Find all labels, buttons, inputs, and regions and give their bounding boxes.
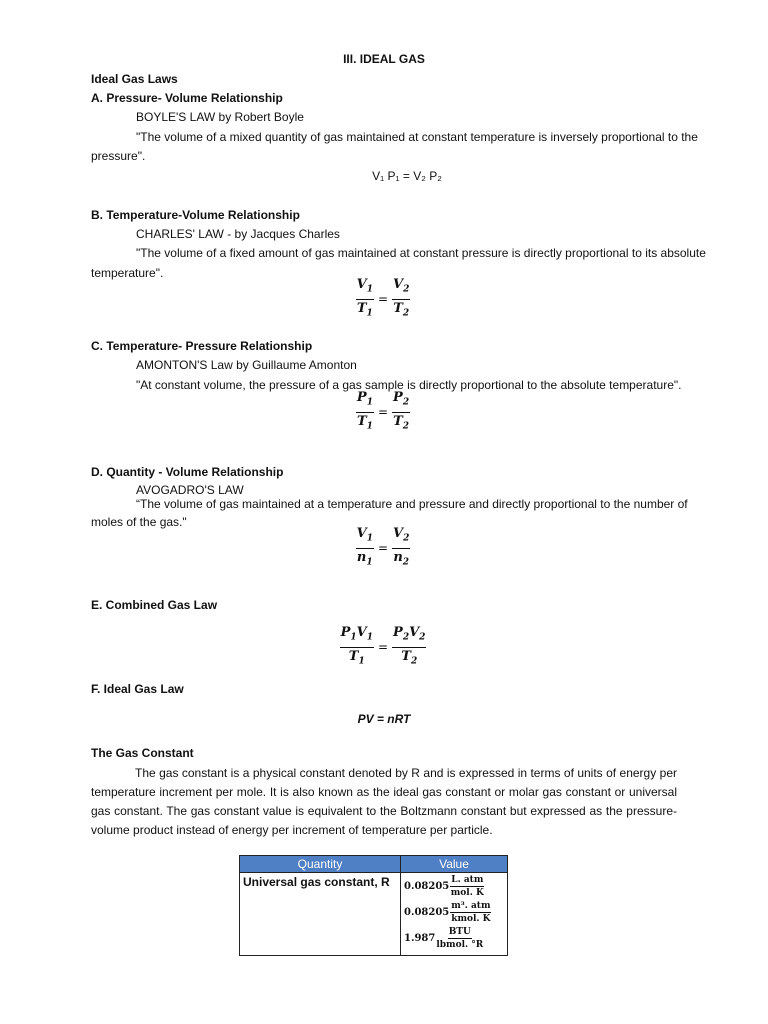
row-values bbox=[401, 873, 508, 956]
value-2: 0.08205 $\frac{\text{m³. atm}}{\text{kmol. K}}$ bbox=[404, 900, 491, 924]
formula-boyle: V₁ P₁ = V₂ P₂ bbox=[372, 169, 442, 183]
quote-a-line2: pressure". bbox=[91, 149, 146, 163]
formula-charles: $\frac{V_1}{T_1}$ = $\frac{V_2}{T_2}$ bbox=[356, 276, 410, 319]
heading-f: F. Ideal Gas Law bbox=[91, 682, 184, 696]
formula-combined: $\frac{P_1V_1}{T_1}$ = $\frac{P_2V_2}{T_2}$ bbox=[340, 624, 426, 667]
formula-amonton: $\frac{P_1}{T_1}$ = $\frac{P_2}{T_2}$ bbox=[356, 389, 410, 432]
law-b: CHARLES' LAW - by Jacques Charles bbox=[136, 227, 340, 241]
page-title: III. IDEAL GAS bbox=[343, 52, 425, 66]
law-c: AMONTON'S Law by Guillaume Amonton bbox=[136, 358, 357, 372]
law-d: AVOGADRO'S LAW bbox=[136, 483, 244, 497]
header-value: Value bbox=[401, 856, 508, 873]
gas-constant-table bbox=[239, 855, 508, 956]
gas-constant-heading: The Gas Constant bbox=[91, 746, 194, 760]
quote-b-line2: temperature". bbox=[91, 266, 164, 280]
quote-b-line1: "The volume of a fixed amount of gas maintained at constant pressure is directly proportional to its absolute bbox=[136, 246, 706, 260]
quote-c-line1: "At constant volume, the pressure of a gas sample is directly proportional to the absolute temperature". bbox=[136, 378, 682, 392]
heading-a: A. Pressure- Volume Relationship bbox=[91, 91, 283, 105]
quote-a-line1: "The volume of a mixed quantity of gas maintained at constant temperature is inversely proportional to the bbox=[136, 130, 698, 144]
header-quantity: Quantity bbox=[240, 856, 401, 873]
heading-e: E. Combined Gas Law bbox=[91, 598, 218, 612]
table-row bbox=[240, 873, 508, 956]
row-label: Universal gas constant, R bbox=[240, 873, 401, 956]
heading-d: D. Quantity - Volume Relationship bbox=[91, 465, 284, 479]
law-a: BOYLE'S LAW by Robert Boyle bbox=[136, 110, 304, 124]
value-1: 0.08205 $\frac{\text{L. atm}}{\text{mol. K}}$ bbox=[404, 874, 484, 898]
quote-d-line2: moles of the gas." bbox=[91, 515, 187, 529]
heading-c: C. Temperature- Pressure Relationship bbox=[91, 339, 313, 353]
formula-ideal-gas: PV = nRT bbox=[357, 712, 411, 726]
value-3: 1.987 $\frac{\text{BTU}}{\text{lbmol. °R}}$ bbox=[404, 926, 484, 950]
section-heading: Ideal Gas Laws bbox=[91, 72, 178, 86]
quote-d-line1: “The volume of gas maintained at a temperature and pressure and directly proportional to the number of bbox=[136, 497, 688, 511]
table-header-row bbox=[240, 856, 508, 873]
formula-avogadro: $\frac{V_1}{n_1}$ = $\frac{V_2}{n_2}$ bbox=[356, 525, 410, 568]
gas-constant-paragraph: The gas constant is a physical constant denoted by R and is expressed in terms of units of energy per temperature increment per mole. It is also known as the ideal gas constant or molar gas constant or universal gas constant. The gas constant value is equivalent to the Boltzmann constant but expressed as the pressure-volume product instead of energy per increment of temperature per particle. bbox=[91, 766, 677, 837]
heading-b: B. Temperature-Volume Relationship bbox=[91, 208, 300, 222]
